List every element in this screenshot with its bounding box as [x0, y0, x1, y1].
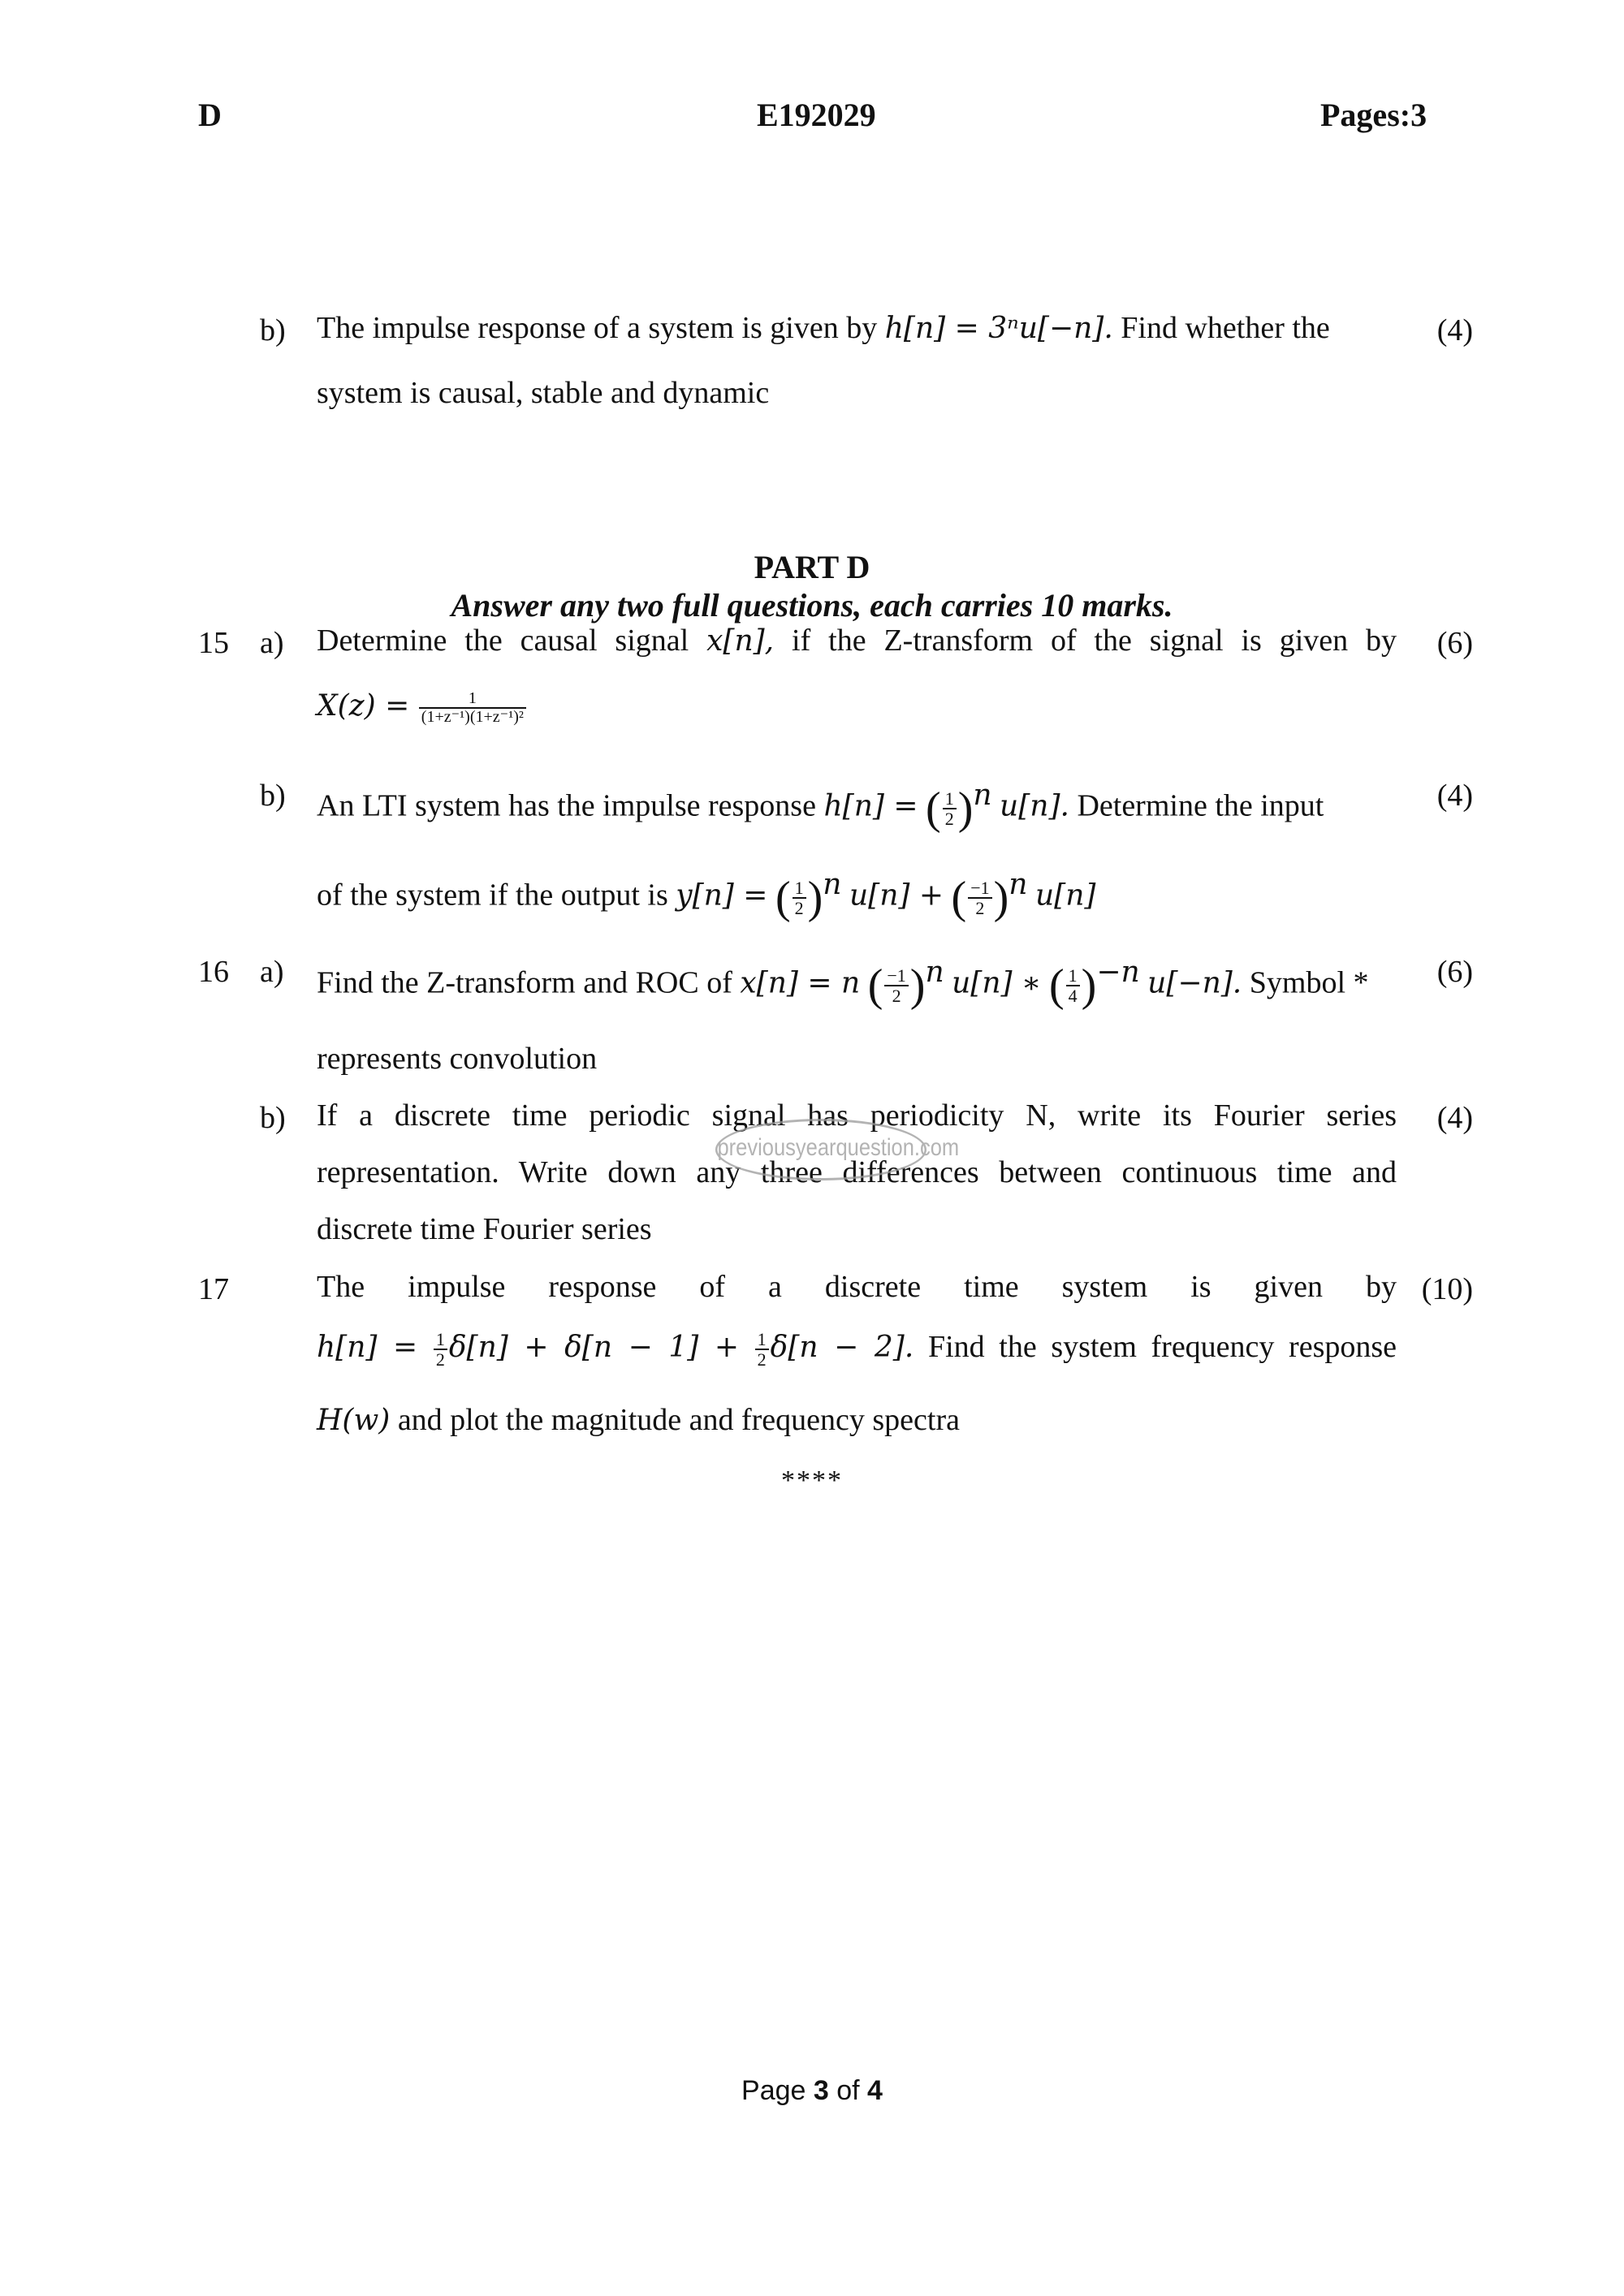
q15b-letter: b): [260, 779, 286, 813]
q16b-line1: If a discrete time periodic signal has periodicity N, write its Fourier series: [317, 1098, 1397, 1133]
watermark-logo: previousyearquestion.com: [715, 1119, 926, 1180]
q17-line1: The impulse response of a discrete time system is given by: [317, 1270, 1397, 1304]
header-exam-code: E192029: [757, 97, 876, 133]
header-series: D: [198, 97, 222, 133]
q15b-marks: (4): [1436, 779, 1473, 813]
q15a-equation: X(z) = $\frac{1}{\text{(1+z⁻¹)(1+z⁻¹)²}}$: [317, 690, 1397, 726]
q15a-letter: a): [260, 626, 284, 660]
q15a-marks: (6): [1436, 626, 1473, 660]
q17-line2: h[n] = $\frac{1}{2}$ δ[n] + δ[n − 1] + $\frac{1}{2}$ δ[n − 2]. Find the system frequency response: [317, 1329, 1397, 1370]
q16a-line2: represents convolution: [317, 1042, 598, 1076]
q16b-line3: discrete time Fourier series: [317, 1212, 652, 1246]
q16b-letter: b): [260, 1101, 286, 1135]
q15-number: 15: [198, 626, 229, 660]
page-footer: Page 3 of 4: [741, 2075, 883, 2106]
header-pages: Pages:3: [1320, 97, 1427, 133]
q17-marks: (10): [1421, 1272, 1473, 1306]
q16a-line1: Find the Z-transform and ROC of x[n] = n ( $\frac{-1}{2}$ )$^n$ u[n] ∗ ( $\frac{1}{4}$ )$^{-n}$ u[−n]. Symbol *: [317, 956, 1369, 1011]
q14b-letter: b): [260, 313, 286, 347]
q14b-marks: (4): [1436, 313, 1473, 347]
q15b-line2: of the system if the output is y[n] = ( $\frac{1}{2}$ )$^n$ u[n] + ( $\frac{-1}{2}$ )$^n$ u[n]: [317, 868, 1096, 923]
q16b-line2: representation. Write down any three differences between continuous time and: [317, 1155, 1397, 1189]
part-d-title: PART D: [754, 549, 870, 585]
q17-number: 17: [198, 1272, 229, 1306]
q14b-equation: h[n] = 3ⁿu[−n].: [884, 312, 1113, 345]
q15b-line1: An LTI system has the impulse response h[n] = ( $\frac{1}{2}$ )$^n$ u[n]. Determine the input: [317, 779, 1324, 834]
q14b-line1: The impulse response of a system is given by h[n] = 3ⁿu[−n]. Find whether the: [317, 311, 1330, 345]
q17-line3: H(w) and plot the magnitude and frequency spectra: [317, 1403, 960, 1437]
q15a-line1: Determine the causal signal x[n], if the Z-transform of the signal is given by: [317, 624, 1397, 658]
part-d-instructions: Answer any two full questions, each carries 10 marks.: [451, 587, 1173, 624]
q16b-marks: (4): [1436, 1101, 1473, 1135]
end-marker: ****: [781, 1465, 843, 1495]
q16a-letter: a): [260, 955, 284, 989]
q14b-line2: system is causal, stable and dynamic: [317, 376, 770, 410]
q16-number: 16: [198, 955, 229, 989]
q16a-marks: (6): [1436, 955, 1473, 989]
